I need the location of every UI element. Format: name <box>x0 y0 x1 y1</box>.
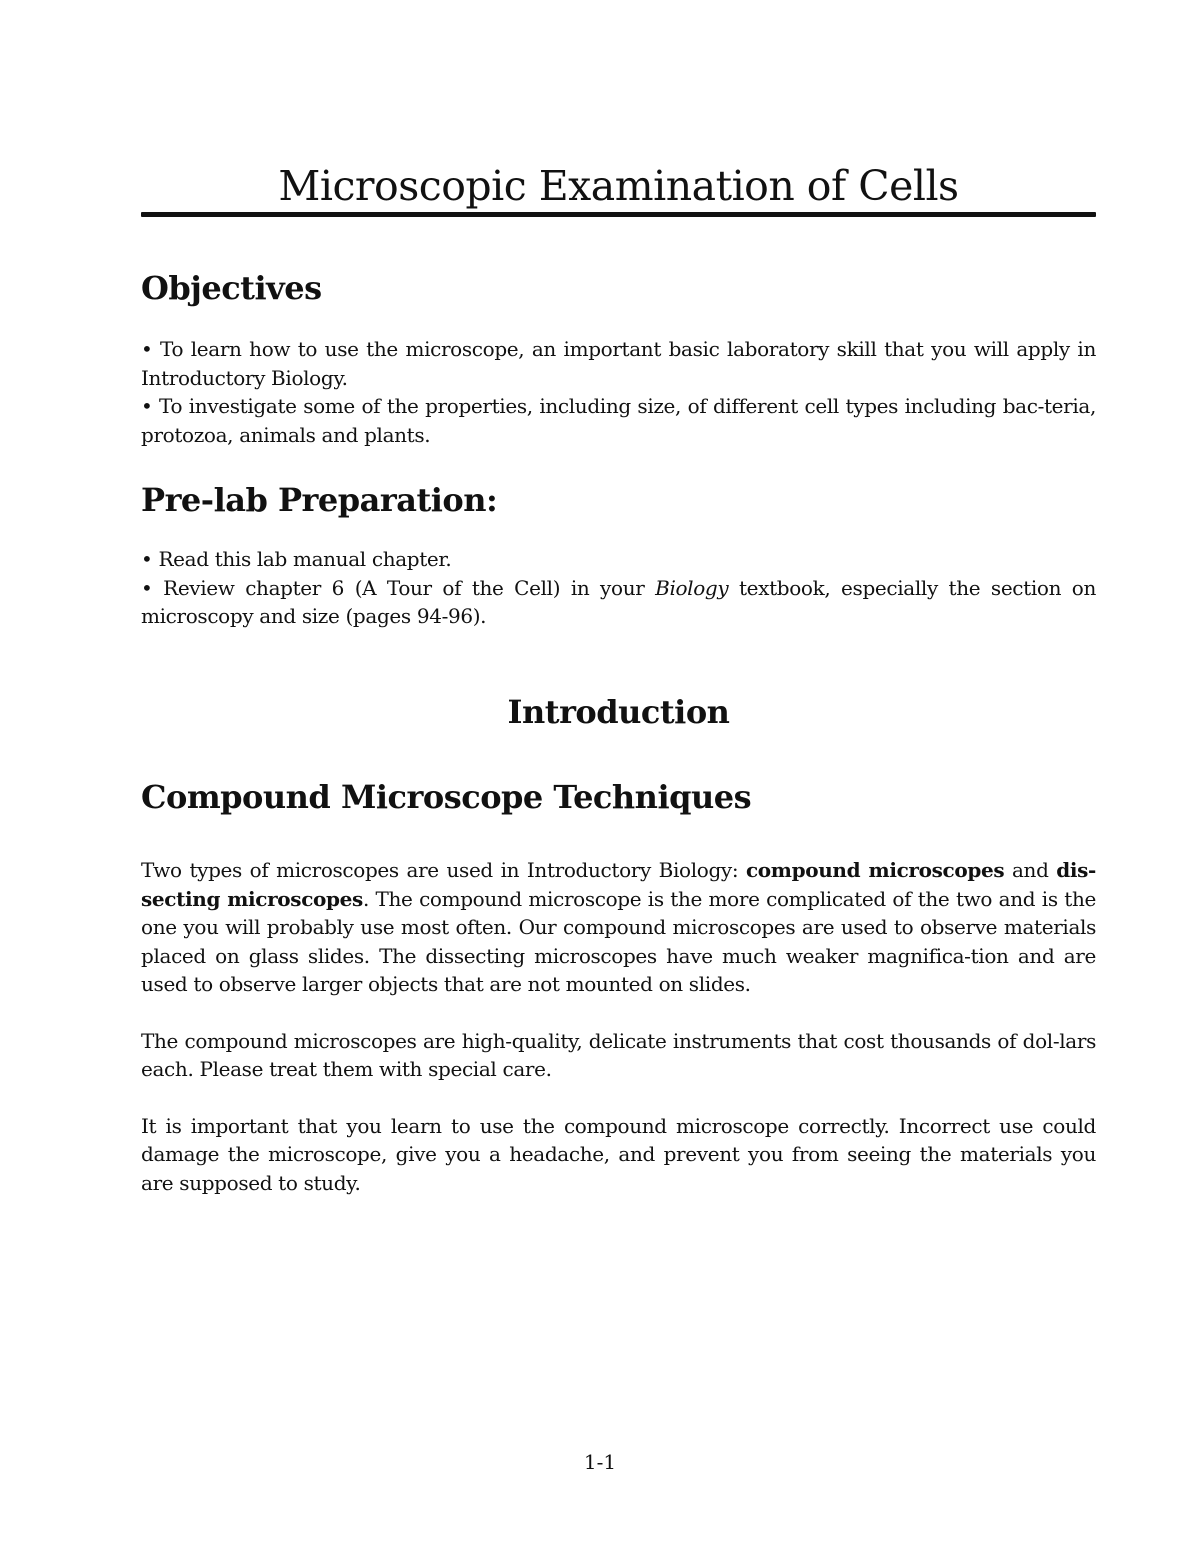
objective-text-1: To learn how to use the microscope, an important basic laboratory skill that you will apply in Introductory Biology. <box>141 337 1096 390</box>
bullet-icon: • <box>141 337 153 361</box>
bullet-icon: • <box>141 575 153 600</box>
compound-heading: Compound Microscope Techniques <box>141 778 752 816</box>
page-number: 1-1 <box>583 1450 617 1474</box>
term-compound: compound microscopes <box>745 858 1005 882</box>
bullet-icon: • <box>141 547 153 571</box>
prelab-item-2 <box>141 574 1096 631</box>
paragraph-1 <box>141 856 1096 999</box>
title-underline-rule <box>141 212 1096 217</box>
prelab-section <box>141 480 1096 520</box>
compound-body <box>141 856 1096 1197</box>
objectives-section <box>141 268 1096 308</box>
textbook-title: Biology <box>655 575 729 600</box>
prelab-text-1: Read this lab manual chapter. <box>158 547 452 571</box>
introduction-heading: Introduction <box>507 693 730 731</box>
page-title: Microscopic Examination of Cells <box>278 162 959 210</box>
objectives-list <box>141 335 1096 449</box>
prelab-item-1 <box>141 545 1096 574</box>
p1-text-c: . The compound microscope is the more complicated of the two and is the one you will probably use most often. Our compound microscopes are used to observe materials placed on glass slides. The dissecting microscopes have much weaker magnifica-tion and are used to observe larger objects that are not mounted on slides. <box>141 886 1096 996</box>
p1-text-a: Two types of microscopes are used in Introductory Biology: <box>141 858 746 882</box>
prelab-text-2a: Review chapter 6 (A Tour of the Cell) in your <box>163 575 656 600</box>
prelab-heading: Pre-lab Preparation: <box>141 481 498 519</box>
prelab-text-2b: textbook, especially the section on microscopy and size (pages 94-96). <box>141 575 1096 628</box>
introduction-section <box>141 692 1096 732</box>
objectives-heading: Objectives <box>141 269 322 307</box>
p1-text-b: and <box>1004 858 1057 882</box>
term-dissecting: dis-secting microscopes <box>141 858 1096 911</box>
objective-text-2: To investigate some of the properties, including size, of different cell types including bac-teria, protozoa, animals and plants. <box>141 394 1096 447</box>
objective-item-2 <box>141 392 1096 449</box>
paragraph-3: It is important that you learn to use the compound microscope correctly. Incorrect use could damage the microscope, give you a headache, and prevent you from seeing the materials you are supposed to study. <box>141 1113 1096 1195</box>
bullet-icon: • <box>141 394 153 418</box>
prelab-list <box>141 545 1096 631</box>
compound-section <box>141 777 1096 817</box>
title-block <box>141 160 1096 217</box>
paragraph-2: The compound microscopes are high-quality, delicate instruments that cost thousands of dol-lars each. Please treat them with special care. <box>141 1028 1096 1081</box>
objective-item-1 <box>141 335 1096 392</box>
